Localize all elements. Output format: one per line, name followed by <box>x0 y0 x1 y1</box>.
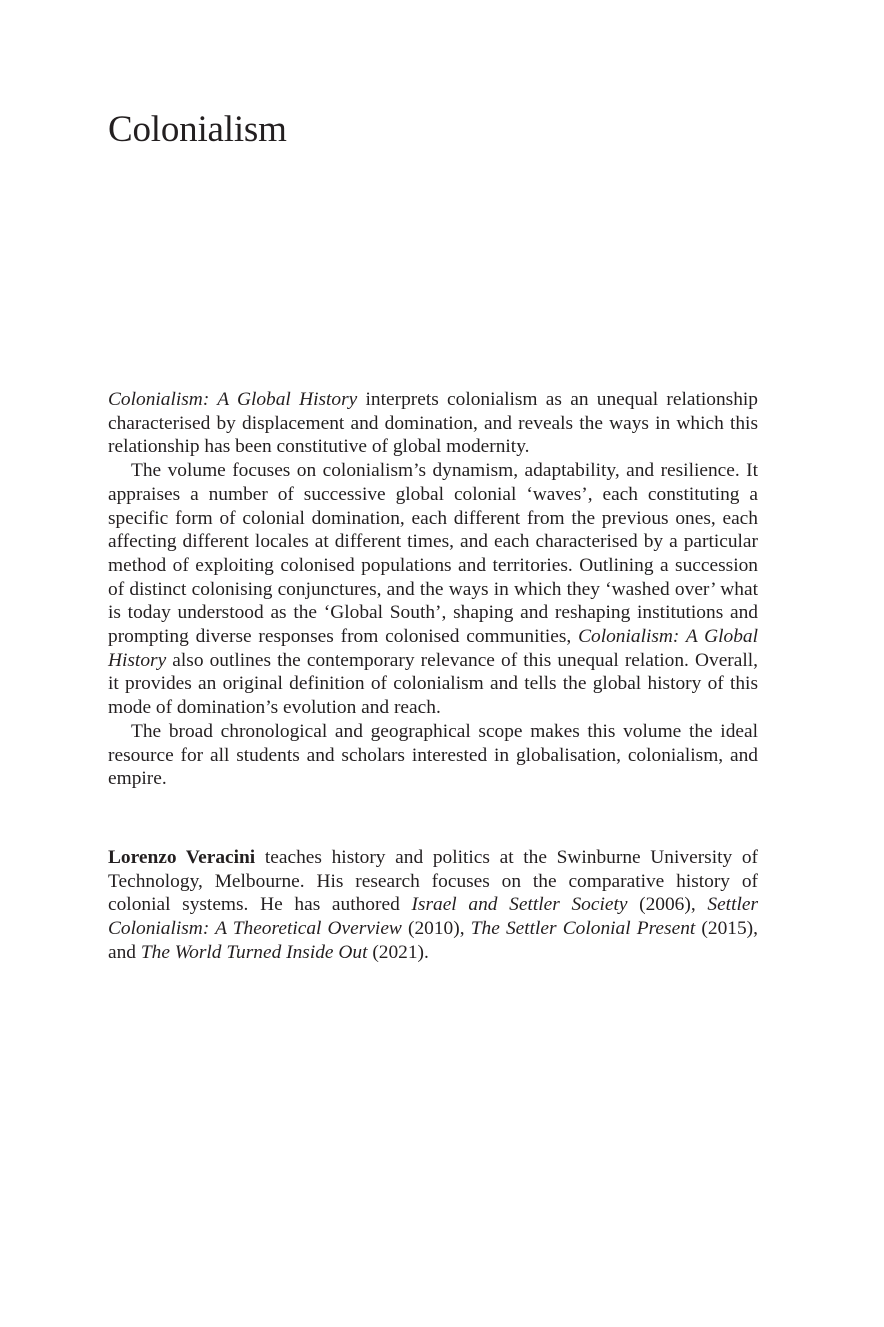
page-title: Colonialism <box>108 109 287 150</box>
paragraph-text: The volume focuses on colonialism’s dynamism, adaptability, and resilience. It appraises a number of successive global colonial ‘waves’, each constituting a specific form of colonial domination, each different from the previous ones, each affecting different locales at different times, and each characterised by a particular method of exploiting colonised populations and territories. Outlining a succession of distinct colonising conjunctures, and the ways in which they ‘washed over’ what is today understood as the ‘Global South’, shaping and reshaping institutions and prompting diverse responses from colonised communities, <box>108 460 758 648</box>
paragraph-text: The broad chronological and geographical scope makes this volume the ideal resource for all students and scholars interested in globalisation, colonialism, and empire. <box>108 720 758 790</box>
bio-text: teaches history and politics at the Swinburne University of Technology, Melbourne. His research focuses on the comparative history of colonial systems. He has authored <box>108 847 758 916</box>
book-description <box>108 388 758 791</box>
bio-text: (2015), and <box>108 918 758 963</box>
book-title-italic: The Settler Colonial Present <box>470 918 696 940</box>
bio-text: (2021). <box>367 941 429 963</box>
description-paragraph-2 <box>108 459 758 720</box>
book-title-italic: Settler Colonialism: A Theoretical Overview <box>108 894 758 940</box>
paragraph-text: also outlines the contemporary relevance of this unequal relation. Overall, it provides an original definition of colonialism and tells the global history of this mode of domination’s evolution and reach. <box>108 649 758 719</box>
book-title-italic: Colonialism: A Global History <box>108 626 758 671</box>
bio-text: (2010), <box>401 918 471 940</box>
bio-text: (2006), <box>627 894 708 916</box>
description-paragraph-1 <box>108 388 758 459</box>
paragraph-text: interprets colonialism as an unequal relationship characterised by displacement and domination, and reveals the ways in which this relationship has been constitutive of global modernity. <box>108 389 758 458</box>
book-title-italic: The World Turned Inside Out <box>140 941 368 963</box>
author-bio <box>108 846 758 965</box>
book-title-italic: Israel and Settler Society <box>411 894 628 916</box>
author-name: Lorenzo Veracini <box>108 847 256 868</box>
book-title-italic: Colonialism: A Global History <box>108 389 358 410</box>
description-paragraph-3 <box>108 720 758 791</box>
